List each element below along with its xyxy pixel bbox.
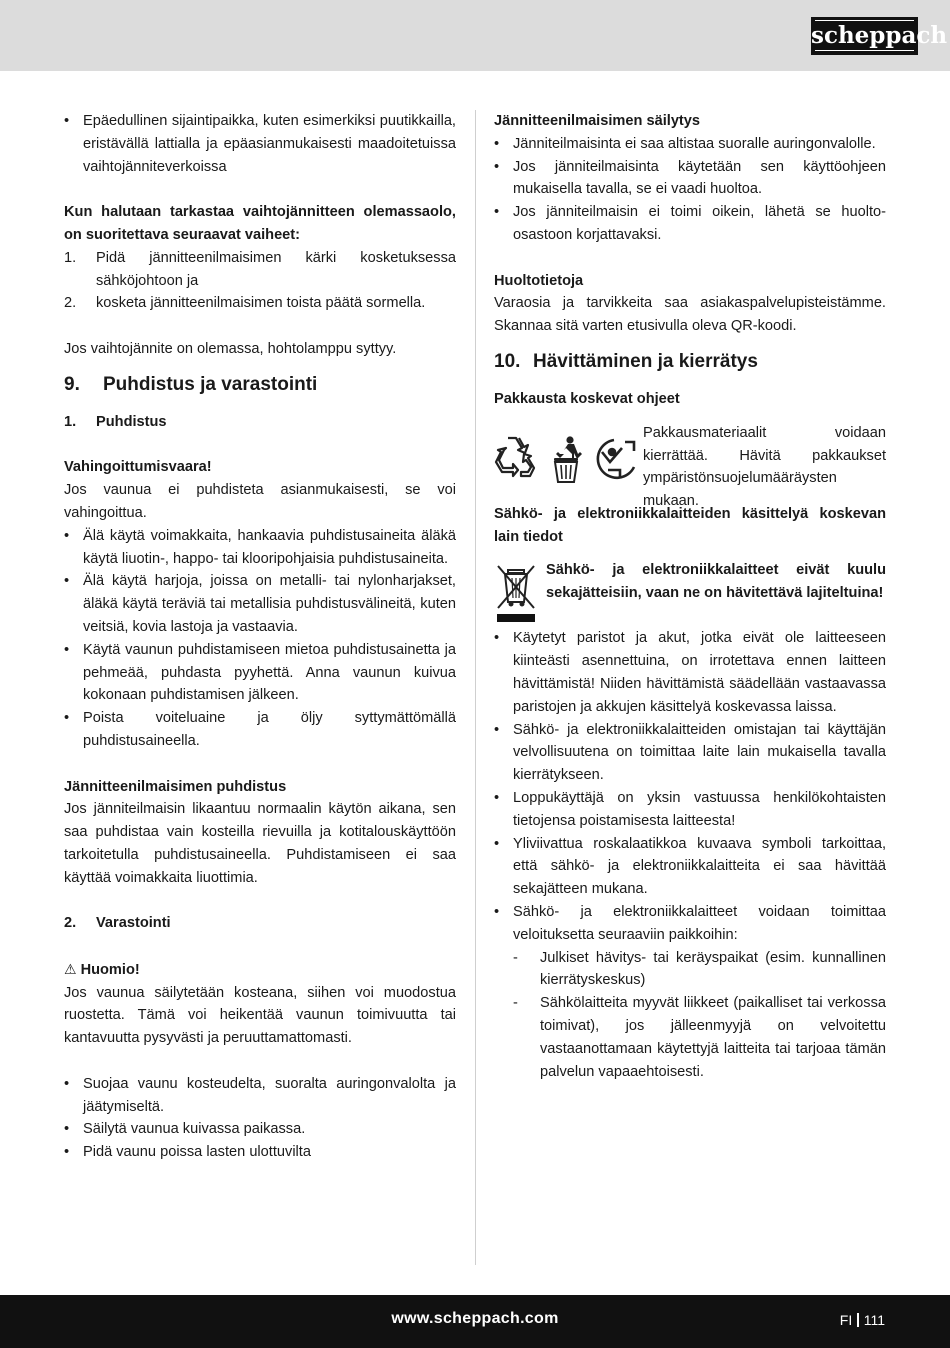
- caution-label: Huomio!: [80, 961, 140, 978]
- list-item: • Säilytä vaunua kuivassa paikassa.: [64, 1118, 456, 1141]
- cleaning-bullet-list: [64, 525, 456, 753]
- tester-store-heading: Jännitteenilmaisimen säilytys: [494, 113, 701, 129]
- subsection-number: 1.: [64, 413, 77, 430]
- section-9-heading: [64, 371, 456, 399]
- logo-text: scheppach: [811, 22, 948, 49]
- list-item: • Suojaa vaunu kosteudelta, suoralta auringonvalolta ja jäätymiseltä.: [64, 1073, 456, 1119]
- list-item: • Jos jänniteilmaisinta käytetään sen käyttöohjeen mukaisella tavalla, se ei vaadi huoltoa.: [494, 156, 886, 202]
- crossed-out-bin-icon: [494, 562, 538, 624]
- service-text: Varaosia ja tarvikkeita saa asiakaspalvelupisteistämme. Skannaa sitä varten etusivulla oleva QR-koodi.: [494, 295, 886, 335]
- step-text: kosketa jännitteenilmaisimen toista päätä sormella.: [96, 295, 426, 312]
- list-item: • Loppukäyttäjä on yksin vastuussa henkilökohtaisten tietojensa poistamisesta laitteesta!: [494, 787, 886, 833]
- list-item: • Älä käytä voimakkaita, hankaavia puhdistusaineita äläkä käytä liuotin-, happo- tai klooripohjaisia puhdistusaineita.: [64, 525, 456, 571]
- section-number: 9.: [64, 373, 80, 395]
- column-divider: [475, 110, 476, 1265]
- list-item: • Käytä vaunun puhdistamiseen mietoa puhdistusainetta ja pehmeää, puhdasta pyyhettä. Anna vaunun kuivua kokonaan puhdistamisen jälkeen.: [64, 639, 456, 707]
- logo-rule-bottom: [815, 50, 914, 51]
- page-separator: [857, 1313, 859, 1327]
- service-heading: Huoltotietoja: [494, 272, 584, 289]
- page-header: [0, 0, 950, 71]
- list-item: • Pidä vaunu poissa lasten ulottuvilta: [64, 1141, 456, 1164]
- page-number: [840, 1310, 885, 1330]
- packaging-text: Pakkausmateriaalit voidaan kierrättää. Hävitä pakkaukset ympäristönsuojelumääräysten mukaan.: [643, 424, 886, 510]
- weee-notice: [494, 559, 886, 627]
- list-item: • Sähkö- ja elektroniikkalaitteiden omistajan tai käyttäjän velvollisuutena on toimittaa laite lain mukaisella tavalla kierrätykseen.: [494, 719, 886, 787]
- step-number: 2.: [64, 295, 77, 312]
- green-dot-icon: [598, 440, 634, 478]
- list-item: - Julkiset hävitys- tai keräyspaikat (esim. kunnallinen kierrätyskeskus): [513, 947, 886, 993]
- list-item: - Sähkölaitteita myyvät liikkeet (paikalliset tai verkossa toimivat), jos jälleenmyyjä on velvoitettu vastaanottamaan käytettyjä laitteita tai tarjoaa tämän palvelun vapaaehtoisesti.: [513, 992, 886, 1083]
- logo-rule-top: [815, 20, 914, 21]
- packaging-notice: [494, 422, 886, 510]
- subsection-storage-heading: [64, 912, 456, 935]
- section-number: 10.: [494, 350, 521, 372]
- recycling-symbols-icon: [494, 434, 639, 484]
- tester-clean-text: Jos jänniteilmaisin likaantuu normaalin käytön aikana, sen saa puhdistaa vain kosteilla rievuilla ja kotitalouskäyttöön tarkoitetulla puhdistusaineella. Puhdistamiseen ei saa käyttää voimakkaita liuottimia.: [64, 801, 456, 886]
- section-title: Puhdistus ja varastointi: [103, 373, 318, 395]
- subsection-number: 2.: [64, 915, 77, 932]
- storage-bullet-list: [64, 1073, 456, 1164]
- list-item: • Käytetyt paristot ja akut, jotka eivät ole laitteeseen kiinteästi asennettuina, on irrotettava ennen laitteen hävittämistä! Niiden hävittämistä säädellään vastaavassa paristojen ja akkujen käsittelyä koskevassa laissa.: [494, 627, 886, 718]
- list-item: [64, 247, 456, 293]
- subsection-title: Varastointi: [96, 915, 171, 932]
- weee-bullet-list: [494, 627, 886, 946]
- weee-places-list: [494, 947, 886, 1084]
- weee-warning: Sähkö- ja elektroniikkalaitteet eivät kuulu sekajätteisiin, vaan ne on hävitettävä lajiteltuina!: [546, 562, 886, 602]
- list-item: • Jänniteilmaisinta ei saa altistaa suoralle auringonvalolle.: [494, 133, 886, 156]
- warning-triangle-icon: ⚠: [64, 960, 77, 977]
- packaging-heading: Pakkausta koskevat ohjeet: [494, 390, 680, 407]
- intro-bullet-list: [64, 110, 456, 178]
- page-footer: [0, 1295, 950, 1348]
- tester-store-bullet-list: [494, 133, 886, 247]
- check-steps: [64, 247, 456, 315]
- damage-heading: Vahingoittumisvaara!: [64, 459, 212, 476]
- website-link[interactable]: www.scheppach.com: [391, 1310, 559, 1327]
- check-result: Jos vaihtojännite on olemassa, hohtolamppu syttyy.: [64, 340, 397, 357]
- list-item: [64, 292, 456, 315]
- list-item: • Yliviivattua roskalaatikkoa kuvaava symboli tarkoittaa, että sähkö- ja elektroniikkalaitteita ei saa hävittää sekajätteen mukana.: [494, 833, 886, 901]
- step-number: 1.: [64, 249, 77, 266]
- step-text: Pidä jännitteenilmaisimen kärki kosketuksessa sähköjohtoon ja: [96, 249, 456, 289]
- check-heading: Kun halutaan tarkastaa vaihtojännitteen olemassaolo, on suoritettava seuraavat vaiheet:: [64, 204, 456, 243]
- caution-text: Jos vaunua säilytetään kosteana, siihen voi muodostua ruostetta. Tämä voi heikentää vaunun toimivuutta tai kantavuutta pysyvästi ja peruuttamattomasti.: [64, 984, 456, 1047]
- damage-text: Jos vaunua ei puhdisteta asianmukaisesti, se voi vahingoittua.: [64, 482, 456, 521]
- left-column: [64, 110, 456, 1164]
- subsection-title: Puhdistus: [96, 413, 167, 430]
- section-10-heading: [494, 348, 886, 376]
- subsection-cleaning-heading: [64, 411, 456, 434]
- list-item: • Poista voiteluaine ja öljy syttymättömällä puhdistusaineella.: [64, 707, 456, 753]
- page-num: 111: [863, 1312, 885, 1328]
- recycle-arrows-icon: [496, 438, 534, 476]
- tester-clean-heading: Jännitteenilmaisimen puhdistus: [64, 778, 287, 795]
- list-item: • Älä käytä harjoja, joissa on metalli- tai nylonharjakset, äläkä käytä teräviä tai metallisia puhdistusvälineitä, kuten veitsiä, kovia lastoja ja vastaavia.: [64, 570, 456, 638]
- caution-heading: [64, 958, 456, 982]
- right-column: [494, 110, 886, 1083]
- language-code: FI: [839, 1312, 853, 1328]
- list-item: • Jos jänniteilmaisin ei toimi oikein, lähetä se huolto-osastoon korjattavaksi.: [494, 201, 886, 247]
- weee-heading: Sähkö- ja elektroniikkalaitteiden käsittelyä koskevan lain tiedot: [494, 505, 886, 545]
- list-item: • Epäedullinen sijaintipaikka, kuten esimerkiksi puutikkailla, eristävällä lattialla ja epäasianmukaisesti maadoitetuissa vaihtojänniteverkoissa: [64, 110, 456, 178]
- tidyman-icon: [554, 436, 582, 482]
- section-title: Hävittäminen ja kierrätys: [533, 350, 758, 372]
- list-item: • Sähkö- ja elektroniikkalaitteet voidaan toimittaa veloituksetta seuraaviin paikkoihin:: [494, 901, 886, 947]
